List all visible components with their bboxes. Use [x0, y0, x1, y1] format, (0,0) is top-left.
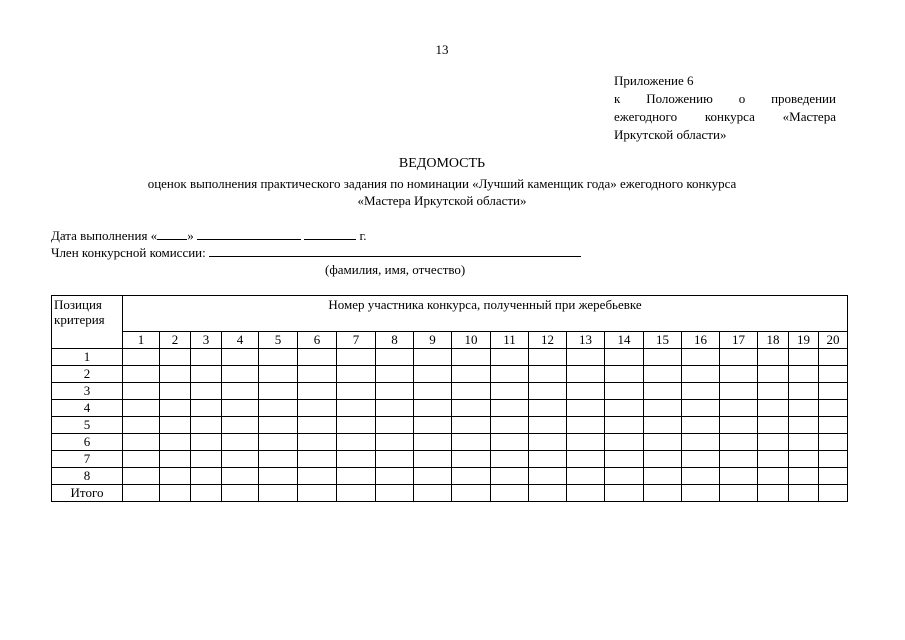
participant-number-cell: 17 — [720, 332, 758, 349]
score-cell[interactable] — [191, 451, 222, 468]
participant-number-cell: 2 — [160, 332, 191, 349]
month-blank-field[interactable] — [197, 227, 301, 240]
date-close-quote: » — [187, 228, 194, 243]
score-cell[interactable] — [160, 349, 191, 366]
participant-number-cell: 19 — [789, 332, 819, 349]
score-cell[interactable] — [491, 383, 529, 400]
score-cell[interactable] — [682, 349, 720, 366]
score-cell[interactable] — [222, 485, 259, 502]
document-subtitle-line-1: оценок выполнения практического задания по номинации «Лучший каменщик года» ежегодного конкурса — [147, 176, 737, 191]
score-cell[interactable] — [605, 468, 644, 485]
score-cell[interactable] — [789, 468, 819, 485]
participant-number-cell: 15 — [644, 332, 682, 349]
score-cell[interactable] — [682, 451, 720, 468]
score-cell[interactable] — [567, 451, 605, 468]
score-cell[interactable] — [491, 485, 529, 502]
score-cell[interactable] — [376, 366, 414, 383]
score-cell[interactable] — [491, 417, 529, 434]
score-table — [51, 295, 848, 502]
participant-number-cell: 5 — [259, 332, 298, 349]
score-cell[interactable] — [789, 434, 819, 451]
score-cell[interactable] — [298, 468, 337, 485]
score-cell[interactable] — [720, 383, 758, 400]
score-cell[interactable] — [160, 485, 191, 502]
score-cell[interactable] — [298, 485, 337, 502]
score-cell[interactable] — [567, 349, 605, 366]
score-cell[interactable] — [160, 366, 191, 383]
appendix-word: о — [738, 91, 746, 106]
table-row — [52, 451, 848, 468]
score-cell[interactable] — [222, 451, 259, 468]
score-cell[interactable] — [605, 383, 644, 400]
score-cell[interactable] — [414, 417, 452, 434]
score-cell[interactable] — [682, 468, 720, 485]
score-cell[interactable] — [452, 468, 491, 485]
score-cell[interactable] — [529, 434, 567, 451]
score-cell[interactable] — [123, 400, 160, 417]
score-cell[interactable] — [337, 366, 376, 383]
score-cell[interactable] — [222, 417, 259, 434]
score-cell[interactable] — [758, 468, 789, 485]
score-cell[interactable] — [644, 400, 682, 417]
score-cell[interactable] — [529, 417, 567, 434]
score-cell[interactable] — [567, 468, 605, 485]
table-row — [52, 400, 848, 417]
score-cell[interactable] — [789, 366, 819, 383]
score-cell[interactable] — [819, 400, 848, 417]
score-cell[interactable] — [720, 451, 758, 468]
appendix-line-4: Иркутской области» — [614, 127, 727, 142]
score-cell[interactable] — [298, 349, 337, 366]
score-cell[interactable] — [819, 417, 848, 434]
participant-number-cell: 6 — [298, 332, 337, 349]
table-row — [52, 383, 848, 400]
year-blank-field[interactable] — [304, 227, 356, 240]
score-cell[interactable] — [758, 400, 789, 417]
table-row — [52, 468, 848, 485]
score-cell[interactable] — [376, 434, 414, 451]
appendix-line-1: Приложение 6 — [614, 73, 694, 88]
criteria-position-header: Позиция критерия — [52, 296, 123, 349]
participant-number-header: Номер участника конкурса, полученный при жеребьевке — [123, 296, 848, 332]
score-cell[interactable] — [123, 417, 160, 434]
score-cell[interactable] — [452, 349, 491, 366]
participant-number-cell: 16 — [682, 332, 720, 349]
criteria-row-label: 5 — [52, 417, 123, 434]
score-cell[interactable] — [529, 451, 567, 468]
participant-number-cell: 11 — [491, 332, 529, 349]
score-cell[interactable] — [491, 349, 529, 366]
appendix-line-2 — [614, 90, 836, 108]
score-cell[interactable] — [529, 366, 567, 383]
score-cell[interactable] — [337, 434, 376, 451]
score-cell[interactable] — [191, 468, 222, 485]
score-cell[interactable] — [222, 400, 259, 417]
commission-member-line — [51, 244, 581, 261]
score-cell[interactable] — [123, 468, 160, 485]
score-cell[interactable] — [819, 366, 848, 383]
score-cell[interactable] — [191, 434, 222, 451]
score-cell[interactable] — [682, 485, 720, 502]
table-row — [52, 349, 848, 366]
score-cell[interactable] — [605, 400, 644, 417]
score-cell[interactable] — [259, 383, 298, 400]
participant-number-cell: 4 — [222, 332, 259, 349]
score-cell[interactable] — [123, 434, 160, 451]
date-line — [51, 227, 367, 244]
score-cell[interactable] — [605, 451, 644, 468]
score-cell[interactable] — [682, 366, 720, 383]
score-cell[interactable] — [376, 485, 414, 502]
participant-number-cell: 7 — [337, 332, 376, 349]
score-cell[interactable] — [644, 485, 682, 502]
score-cell[interactable] — [682, 383, 720, 400]
score-cell[interactable] — [123, 485, 160, 502]
score-cell[interactable] — [789, 383, 819, 400]
participant-number-cell: 13 — [567, 332, 605, 349]
score-cell[interactable] — [452, 400, 491, 417]
score-cell[interactable] — [758, 349, 789, 366]
commission-member-field[interactable] — [209, 244, 581, 257]
appendix-word: конкурса — [704, 109, 755, 124]
score-cell[interactable] — [567, 417, 605, 434]
score-cell[interactable] — [491, 400, 529, 417]
appendix-word: «Мастера — [782, 109, 836, 124]
score-cell[interactable] — [529, 383, 567, 400]
score-cell[interactable] — [819, 383, 848, 400]
score-cell[interactable] — [452, 366, 491, 383]
score-cell[interactable] — [789, 451, 819, 468]
score-cell[interactable] — [337, 485, 376, 502]
score-cell[interactable] — [789, 400, 819, 417]
score-cell[interactable] — [376, 468, 414, 485]
score-cell[interactable] — [720, 400, 758, 417]
document-title: ВЕДОМОСТЬ — [398, 156, 486, 171]
score-cell[interactable] — [819, 349, 848, 366]
score-cell[interactable] — [491, 451, 529, 468]
participant-number-cell: 10 — [452, 332, 491, 349]
score-cell[interactable] — [567, 434, 605, 451]
score-cell[interactable] — [819, 451, 848, 468]
score-cell[interactable] — [376, 451, 414, 468]
score-cell[interactable] — [414, 451, 452, 468]
score-cell[interactable] — [529, 485, 567, 502]
score-cell[interactable] — [259, 451, 298, 468]
score-cell[interactable] — [567, 485, 605, 502]
score-cell[interactable] — [819, 468, 848, 485]
score-cell[interactable] — [414, 434, 452, 451]
score-cell[interactable] — [819, 485, 848, 502]
participant-number-cell: 8 — [376, 332, 414, 349]
score-cell[interactable] — [160, 468, 191, 485]
score-cell[interactable] — [298, 400, 337, 417]
score-cell[interactable] — [605, 485, 644, 502]
score-cell[interactable] — [259, 400, 298, 417]
score-cell[interactable] — [191, 485, 222, 502]
score-cell[interactable] — [414, 383, 452, 400]
score-cell[interactable] — [644, 349, 682, 366]
participant-numbers-row — [52, 332, 848, 349]
score-cell[interactable] — [414, 366, 452, 383]
score-cell[interactable] — [123, 383, 160, 400]
appendix-line-3 — [614, 108, 836, 126]
score-cell[interactable] — [123, 366, 160, 383]
score-cell[interactable] — [720, 434, 758, 451]
score-cell[interactable] — [758, 451, 789, 468]
score-cell[interactable] — [644, 383, 682, 400]
score-cell[interactable] — [376, 349, 414, 366]
score-cell[interactable] — [160, 417, 191, 434]
score-cell[interactable] — [789, 417, 819, 434]
score-cell[interactable] — [758, 485, 789, 502]
score-cell[interactable] — [758, 383, 789, 400]
score-cell[interactable] — [758, 366, 789, 383]
score-cell[interactable] — [337, 417, 376, 434]
score-cell[interactable] — [720, 468, 758, 485]
year-suffix: г. — [359, 228, 367, 243]
score-cell[interactable] — [644, 417, 682, 434]
score-cell[interactable] — [259, 417, 298, 434]
score-cell[interactable] — [720, 366, 758, 383]
score-cell[interactable] — [222, 366, 259, 383]
score-cell[interactable] — [567, 383, 605, 400]
score-cell[interactable] — [529, 468, 567, 485]
table-row — [52, 485, 848, 502]
participant-number-cell: 20 — [819, 332, 848, 349]
participant-number-cell: 14 — [605, 332, 644, 349]
appendix-word: ежегодного — [614, 109, 678, 124]
score-cell[interactable] — [682, 400, 720, 417]
score-cell[interactable] — [644, 468, 682, 485]
score-cell[interactable] — [789, 349, 819, 366]
score-cell[interactable] — [160, 400, 191, 417]
score-cell[interactable] — [414, 468, 452, 485]
appendix-word: проведении — [771, 91, 836, 106]
score-cell[interactable] — [491, 434, 529, 451]
score-cell[interactable] — [605, 349, 644, 366]
score-cell[interactable] — [160, 383, 191, 400]
score-cell[interactable] — [298, 451, 337, 468]
score-cell[interactable] — [337, 383, 376, 400]
score-cell[interactable] — [567, 366, 605, 383]
score-cell[interactable] — [414, 485, 452, 502]
score-cell[interactable] — [298, 417, 337, 434]
score-cell[interactable] — [605, 417, 644, 434]
score-cell[interactable] — [605, 434, 644, 451]
criteria-row-label: 1 — [52, 349, 123, 366]
participant-number-cell: 9 — [414, 332, 452, 349]
score-cell[interactable] — [567, 400, 605, 417]
score-cell[interactable] — [414, 400, 452, 417]
table-header-row — [52, 296, 848, 332]
score-cell[interactable] — [682, 417, 720, 434]
score-cell[interactable] — [160, 434, 191, 451]
participant-number-cell: 18 — [758, 332, 789, 349]
score-cell[interactable] — [758, 434, 789, 451]
criteria-row-label: 6 — [52, 434, 123, 451]
score-cell[interactable] — [452, 485, 491, 502]
score-cell[interactable] — [644, 366, 682, 383]
score-cell[interactable] — [191, 383, 222, 400]
score-cell[interactable] — [337, 451, 376, 468]
score-cell[interactable] — [452, 451, 491, 468]
score-cell[interactable] — [720, 349, 758, 366]
score-cell[interactable] — [191, 349, 222, 366]
score-cell[interactable] — [414, 349, 452, 366]
score-cell[interactable] — [758, 417, 789, 434]
score-cell[interactable] — [491, 468, 529, 485]
appendix-note — [614, 72, 836, 144]
score-cell[interactable] — [491, 366, 529, 383]
table-row — [52, 434, 848, 451]
criteria-row-label: 3 — [52, 383, 123, 400]
score-cell[interactable] — [259, 485, 298, 502]
score-cell[interactable] — [720, 417, 758, 434]
score-cell[interactable] — [452, 434, 491, 451]
criteria-row-label: 4 — [52, 400, 123, 417]
score-cell[interactable] — [337, 349, 376, 366]
score-cell[interactable] — [160, 451, 191, 468]
table-row — [52, 417, 848, 434]
score-cell[interactable] — [789, 485, 819, 502]
score-cell[interactable] — [337, 400, 376, 417]
score-cell[interactable] — [337, 468, 376, 485]
appendix-word: Положению — [646, 91, 713, 106]
day-blank-field[interactable] — [157, 227, 187, 240]
table-row — [52, 366, 848, 383]
score-cell[interactable] — [259, 349, 298, 366]
score-cell[interactable] — [222, 383, 259, 400]
score-cell[interactable] — [191, 417, 222, 434]
score-cell[interactable] — [222, 434, 259, 451]
commission-member-label: Член конкурсной комиссии: — [51, 245, 206, 260]
appendix-word: к — [614, 91, 621, 106]
criteria-row-label: 2 — [52, 366, 123, 383]
score-cell[interactable] — [376, 383, 414, 400]
score-cell[interactable] — [298, 383, 337, 400]
score-cell[interactable] — [376, 400, 414, 417]
participant-number-cell: 12 — [529, 332, 567, 349]
full-name-hint: (фамилия, имя, отчество) — [325, 262, 466, 277]
page-number: 13 — [435, 42, 449, 57]
score-cell[interactable] — [819, 434, 848, 451]
score-cell[interactable] — [222, 349, 259, 366]
score-cell[interactable] — [452, 417, 491, 434]
score-cell[interactable] — [644, 451, 682, 468]
score-cell[interactable] — [644, 434, 682, 451]
score-cell[interactable] — [452, 383, 491, 400]
score-cell[interactable] — [682, 434, 720, 451]
score-cell[interactable] — [720, 485, 758, 502]
score-cell[interactable] — [376, 417, 414, 434]
score-cell[interactable] — [298, 366, 337, 383]
score-cell[interactable] — [191, 400, 222, 417]
document-subtitle-line-2: «Мастера Иркутской области» — [357, 193, 527, 208]
score-cell[interactable] — [123, 451, 160, 468]
score-cell[interactable] — [529, 400, 567, 417]
participant-number-cell: 3 — [191, 332, 222, 349]
score-cell[interactable] — [259, 468, 298, 485]
score-cell[interactable] — [259, 366, 298, 383]
score-cell[interactable] — [123, 349, 160, 366]
score-cell[interactable] — [191, 366, 222, 383]
score-cell[interactable] — [529, 349, 567, 366]
score-cell[interactable] — [222, 468, 259, 485]
score-cell[interactable] — [298, 434, 337, 451]
criteria-row-label: Итого — [52, 485, 123, 502]
date-label: Дата выполнения « — [51, 228, 158, 243]
score-cell[interactable] — [605, 366, 644, 383]
participant-number-cell: 1 — [123, 332, 160, 349]
criteria-row-label: 7 — [52, 451, 123, 468]
score-cell[interactable] — [259, 434, 298, 451]
criteria-row-label: 8 — [52, 468, 123, 485]
